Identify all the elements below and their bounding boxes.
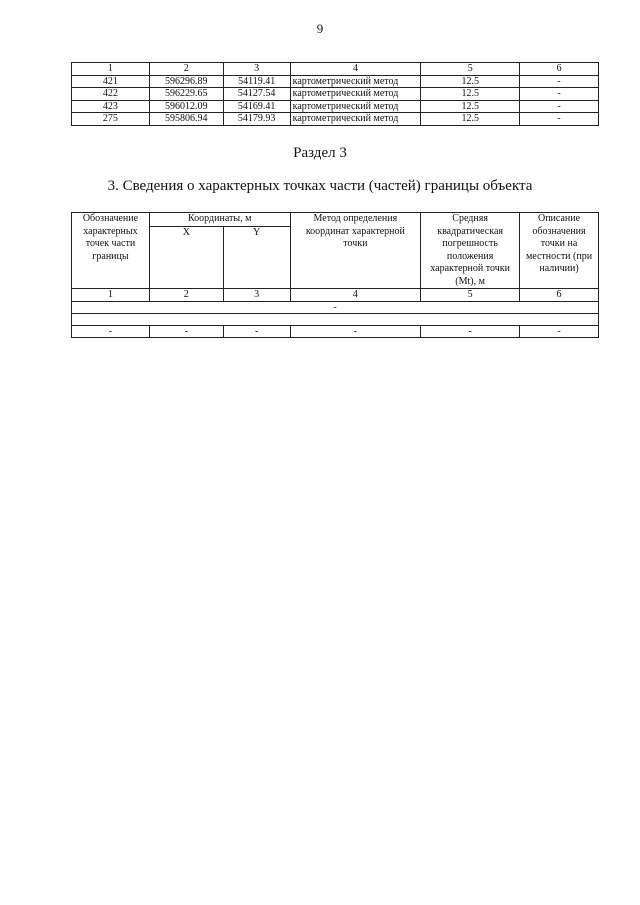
coordinates-table	[71, 62, 599, 126]
point-id-cell: 422	[72, 88, 150, 101]
header-cell: 3	[223, 63, 290, 76]
page-number: 9	[316, 21, 324, 36]
section-subtitle: 3. Сведения о характерных точках части (частей) границы объекта	[107, 178, 533, 194]
method-cell: картометрический метод	[290, 113, 421, 126]
table-row	[72, 100, 599, 113]
y-coordinate-cell: 54179.93	[223, 113, 290, 126]
x-coordinate-cell: 596012.09	[149, 100, 223, 113]
dash-cell: -	[290, 326, 421, 338]
dash-cell: -	[72, 326, 150, 338]
y-coordinate-cell: 54119.41	[223, 75, 290, 88]
header-cell: 1	[72, 63, 150, 76]
boundary-parts-table	[71, 212, 599, 338]
error-header: Средняя квадратическая погрешность положения характерной точки (Mt), м	[421, 213, 520, 289]
error-cell: 12.5	[421, 100, 520, 113]
point-id-cell: 275	[72, 113, 150, 126]
error-cell: 12.5	[421, 88, 520, 101]
description-header: Описание обозначения точки на местности (при наличии)	[520, 213, 599, 289]
table-header-row	[72, 213, 599, 227]
column-number: 6	[520, 289, 599, 302]
header-cell: 5	[421, 63, 520, 76]
table-row	[72, 326, 599, 338]
point-designation-header: Обозначение характерных точек части границы	[72, 213, 150, 289]
dash-cell: -	[149, 326, 223, 338]
x-coordinate-cell: 596229.65	[149, 88, 223, 101]
method-cell: картометрический метод	[290, 88, 421, 101]
method-header: Метод определения координат характерной точки	[290, 213, 421, 289]
dash-cell: -	[421, 326, 520, 338]
description-cell: -	[520, 113, 599, 126]
table-row	[72, 113, 599, 126]
point-id-cell: 423	[72, 100, 150, 113]
table-row	[72, 314, 599, 326]
error-cell: 12.5	[421, 75, 520, 88]
y-coordinate-cell: 54169.41	[223, 100, 290, 113]
point-id-cell: 421	[72, 75, 150, 88]
table-header-row	[72, 63, 599, 76]
y-header: Y	[223, 226, 290, 288]
header-cell: 6	[520, 63, 599, 76]
dash-cell: -	[223, 326, 290, 338]
section-heading: Раздел 3	[293, 145, 347, 161]
table-row	[72, 88, 599, 101]
header-cell: 4	[290, 63, 421, 76]
y-coordinate-cell: 54127.54	[223, 88, 290, 101]
coordinates-header: Координаты, м	[149, 213, 290, 227]
column-number: 3	[223, 289, 290, 302]
empty-cell	[72, 314, 599, 326]
table-row	[72, 75, 599, 88]
column-number-row	[72, 289, 599, 302]
description-cell: -	[520, 88, 599, 101]
method-cell: картометрический метод	[290, 75, 421, 88]
x-header: X	[149, 226, 223, 288]
column-number: 2	[149, 289, 223, 302]
header-cell: 2	[149, 63, 223, 76]
column-number: 1	[72, 289, 150, 302]
column-number: 4	[290, 289, 421, 302]
table-row	[72, 302, 599, 314]
dash-cell: -	[520, 326, 599, 338]
method-cell: картометрический метод	[290, 100, 421, 113]
x-coordinate-cell: 596296.89	[149, 75, 223, 88]
x-coordinate-cell: 595806.94	[149, 113, 223, 126]
description-cell: -	[520, 75, 599, 88]
column-number: 5	[421, 289, 520, 302]
description-cell: -	[520, 100, 599, 113]
merged-dash-cell: -	[72, 302, 599, 314]
error-cell: 12.5	[421, 113, 520, 126]
